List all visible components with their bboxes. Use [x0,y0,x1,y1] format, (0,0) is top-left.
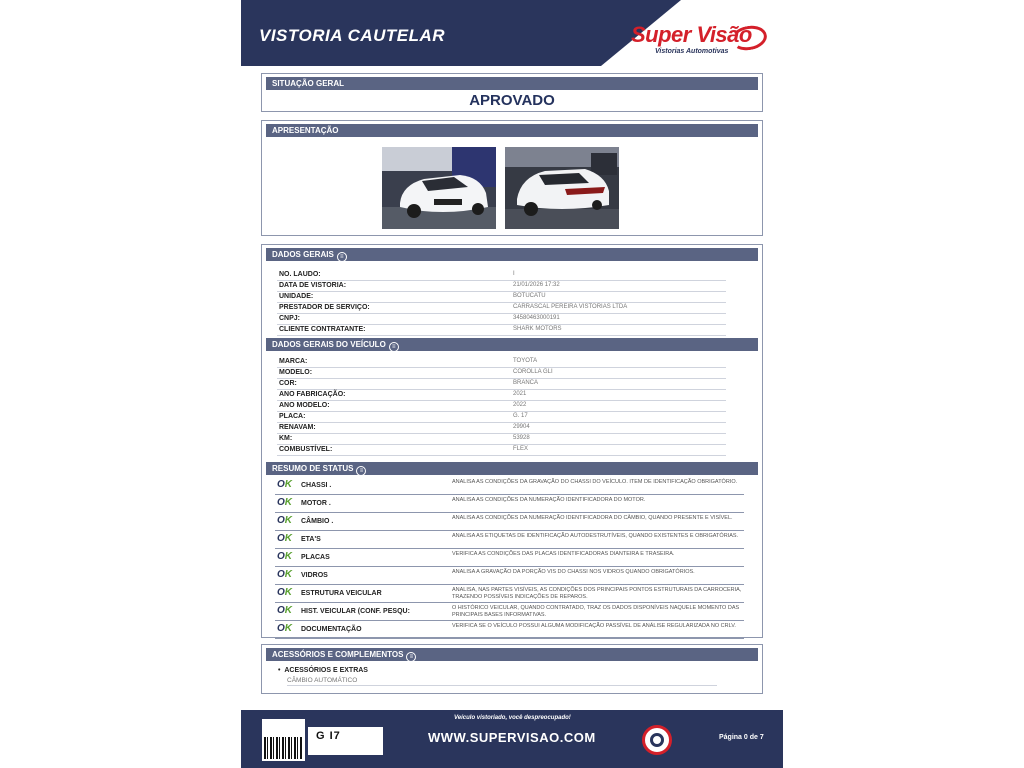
status-description: O HISTÓRICO VEICULAR, QUANDO CONTRATADO, TRAZ OS DADOS DISPONÍVEIS NAQUELE MOMENTO DAS PRINCIPAIS BASES INFORMATIVAS. [452,605,740,618]
section-header-resumo [266,462,758,475]
row-label: ANO FABRICAÇÃO: [279,391,346,398]
rear-car-photo[interactable] [505,147,619,229]
row-label: RENAVAM: [279,424,316,431]
status-name: PLACAS [301,554,330,561]
row-label: PLACA: [279,413,306,420]
row-label: PRESTADOR DE SERVIÇO: [279,304,370,311]
data-row [277,379,726,390]
row-value: FLEX [513,446,529,452]
plate-number: G I7 [316,730,341,742]
dados-box [261,244,763,638]
acessorios-label: ACESSÓRIOS E COMPLEMENTOS [272,650,404,659]
data-row [277,390,726,401]
data-row [277,292,726,303]
status-description: ANALISA A GRAVAÇÃO DA PORÇÃO VIS DO CHASSI NOS VIDROS QUANDO OBRIGATÓRIOS. [452,569,695,575]
status-description: ANALISA AS ETIQUETAS DE IDENTIFICAÇÃO AUTODESTRUTÍVEIS, QUANDO EXISTENTES E OBRIGATÓRIAS. [452,533,739,539]
status-name: ESTRUTURA VEICULAR [301,590,382,597]
ok-check-icon: OK [277,569,293,580]
front-car-photo[interactable] [382,147,496,229]
magnifier-icon: ≡ [406,652,416,662]
report-header [241,0,783,66]
status-row [275,567,744,585]
data-row [277,401,726,412]
data-row [277,325,726,336]
situacao-geral-box [261,73,763,112]
acessorio-item: CÂMBIO AUTOMÁTICO [287,677,717,686]
data-row [277,368,726,379]
status-name: ETA'S [301,536,321,543]
row-label: UNIDADE: [279,293,314,300]
status-row [275,495,744,513]
magnifier-icon: ≡ [389,342,399,352]
section-header-situacao: SITUAÇÃO GERAL [266,77,758,90]
row-label: KM: [279,435,293,442]
ok-check-icon: OK [277,623,293,634]
row-value: 29904 [513,424,530,430]
footer-slogan: Veículo vistoriado, você despreocupado! [454,715,571,721]
ok-check-icon: OK [277,479,293,490]
row-value: 53928 [513,435,530,441]
ok-check-icon: OK [277,533,293,544]
row-label: DATA DE VISTORIA: [279,282,347,289]
status-row [275,585,744,603]
row-value: BRANCA [513,380,539,386]
section-header-dados-gerais [266,248,758,261]
supervisao-logo [631,22,771,62]
row-label: COMBUSTÍVEL: [279,446,333,453]
license-plate [308,727,383,755]
data-row [277,303,726,314]
data-row [277,445,726,456]
apresentacao-box [261,120,763,236]
row-label: CNPJ: [279,315,301,322]
logo-text: Super Visão [631,22,752,47]
row-label: NO. LAUDO: [279,271,321,278]
status-description: ANALISA AS CONDIÇÕES DA NUMERAÇÃO IDENTIFICADORA DO MOTOR. [452,497,646,503]
status-description: ANALISA AS CONDIÇÕES DA NUMERAÇÃO IDENTIFICADORA DO CÂMBIO, QUANDO PRESENTE E VISÍVEL. [452,515,733,521]
magnifier-icon: ≡ [337,252,347,262]
ok-check-icon: OK [277,587,293,598]
row-value: BOTUCATU [513,293,546,299]
ok-check-icon: OK [277,515,293,526]
logo-subtitle: Vistorias Automotivas [655,48,729,55]
row-label: ANO MODELO: [279,402,330,409]
magnifier-icon: ≡ [356,466,366,476]
status-row [275,531,744,549]
data-row [277,270,726,281]
data-row [277,423,726,434]
report-footer [241,710,783,768]
section-header-acessorios [266,648,758,661]
status-description: VERIFICA SE O VEÍCULO POSSUI ALGUMA MODIFICAÇÃO PASSÍVEL DE ANÁLISE REGULARIZADA NO CRLV. [452,623,736,629]
certification-badge-icon [642,725,672,755]
status-row [275,549,744,567]
row-value: 2021 [513,391,527,397]
row-label: COR: [279,380,297,387]
row-value: I [513,271,515,277]
data-row [277,281,726,292]
acessorios-group: • ACESSÓRIOS E EXTRAS [278,667,368,674]
row-value: COROLLA GLI [513,369,553,375]
data-row [277,434,726,445]
status-row [275,477,744,495]
status-name: HIST. VEICULAR (CONF. PESQU: [301,608,410,615]
row-label: MARCA: [279,358,308,365]
qr-code-pattern [264,737,303,759]
status-row [275,513,744,531]
page-number: Página 0 de 7 [719,734,764,741]
data-row [277,412,726,423]
status-approved: APROVADO [469,92,555,109]
ok-check-icon: OK [277,497,293,508]
row-label: CLIENTE CONTRATANTE: [279,326,366,333]
status-description: VERIFICA AS CONDIÇÕES DAS PLACAS IDENTIFICADORAS DIANTEIRA E TRASEIRA. [452,551,675,557]
resumo-label: RESUMO DE STATUS [272,464,354,473]
row-value: 34580463000191 [513,315,560,321]
section-header-apresentacao: APRESENTAÇÃO [266,124,758,137]
qr-code[interactable] [262,719,305,761]
badge-inner [650,733,664,747]
section-header-dados-veiculo [266,338,758,351]
status-name: DOCUMENTAÇÃO [301,626,362,633]
status-name: VIDROS [301,572,328,579]
report-title: VISTORIA CAUTELAR [259,26,446,45]
dados-gerais-label: DADOS GERAIS [272,250,334,259]
data-row [277,314,726,325]
status-description: ANALISA, NAS PARTES VISÍVEIS, AS CONDIÇÕES DOS PRINCIPAIS PONTOS ESTRUTURAIS DA CARROCERIA, TRAZENDO POSSÍVEIS INDICAÇÕES DE REPAROS. [452,587,742,600]
acessorios-group-label: ACESSÓRIOS E EXTRAS [284,667,368,674]
data-row [277,357,726,368]
row-value: CARRASCAL PEREIRA VISTORIAS LTDA [513,304,628,310]
status-name: MOTOR . [301,500,331,507]
row-label: MODELO: [279,369,313,376]
report-page [241,0,783,768]
row-value: G. 17 [513,413,528,419]
status-row [275,603,744,621]
acessorios-box [261,644,763,694]
ok-check-icon: OK [277,551,293,562]
website-link[interactable]: WWW.SUPERVISAO.COM [428,730,596,745]
status-row [275,621,744,639]
status-name: CHASSI . [301,482,332,489]
row-value: 21/01/2026 17:32 [513,282,560,288]
status-name: CÂMBIO . [301,518,334,525]
row-value: 2022 [513,402,527,408]
dados-veiculo-label: DADOS GERAIS DO VEÍCULO [272,340,386,349]
status-description: ANALISA AS CONDIÇÕES DA GRAVAÇÃO DO CHASSI DO VEÍCULO. ITEM DE IDENTIFICAÇÃO OBRIGATÓRIO. [452,479,738,485]
row-value: SHARK MOTORS [513,326,562,332]
row-value: TOYOTA [513,358,538,364]
ok-check-icon: OK [277,605,293,616]
